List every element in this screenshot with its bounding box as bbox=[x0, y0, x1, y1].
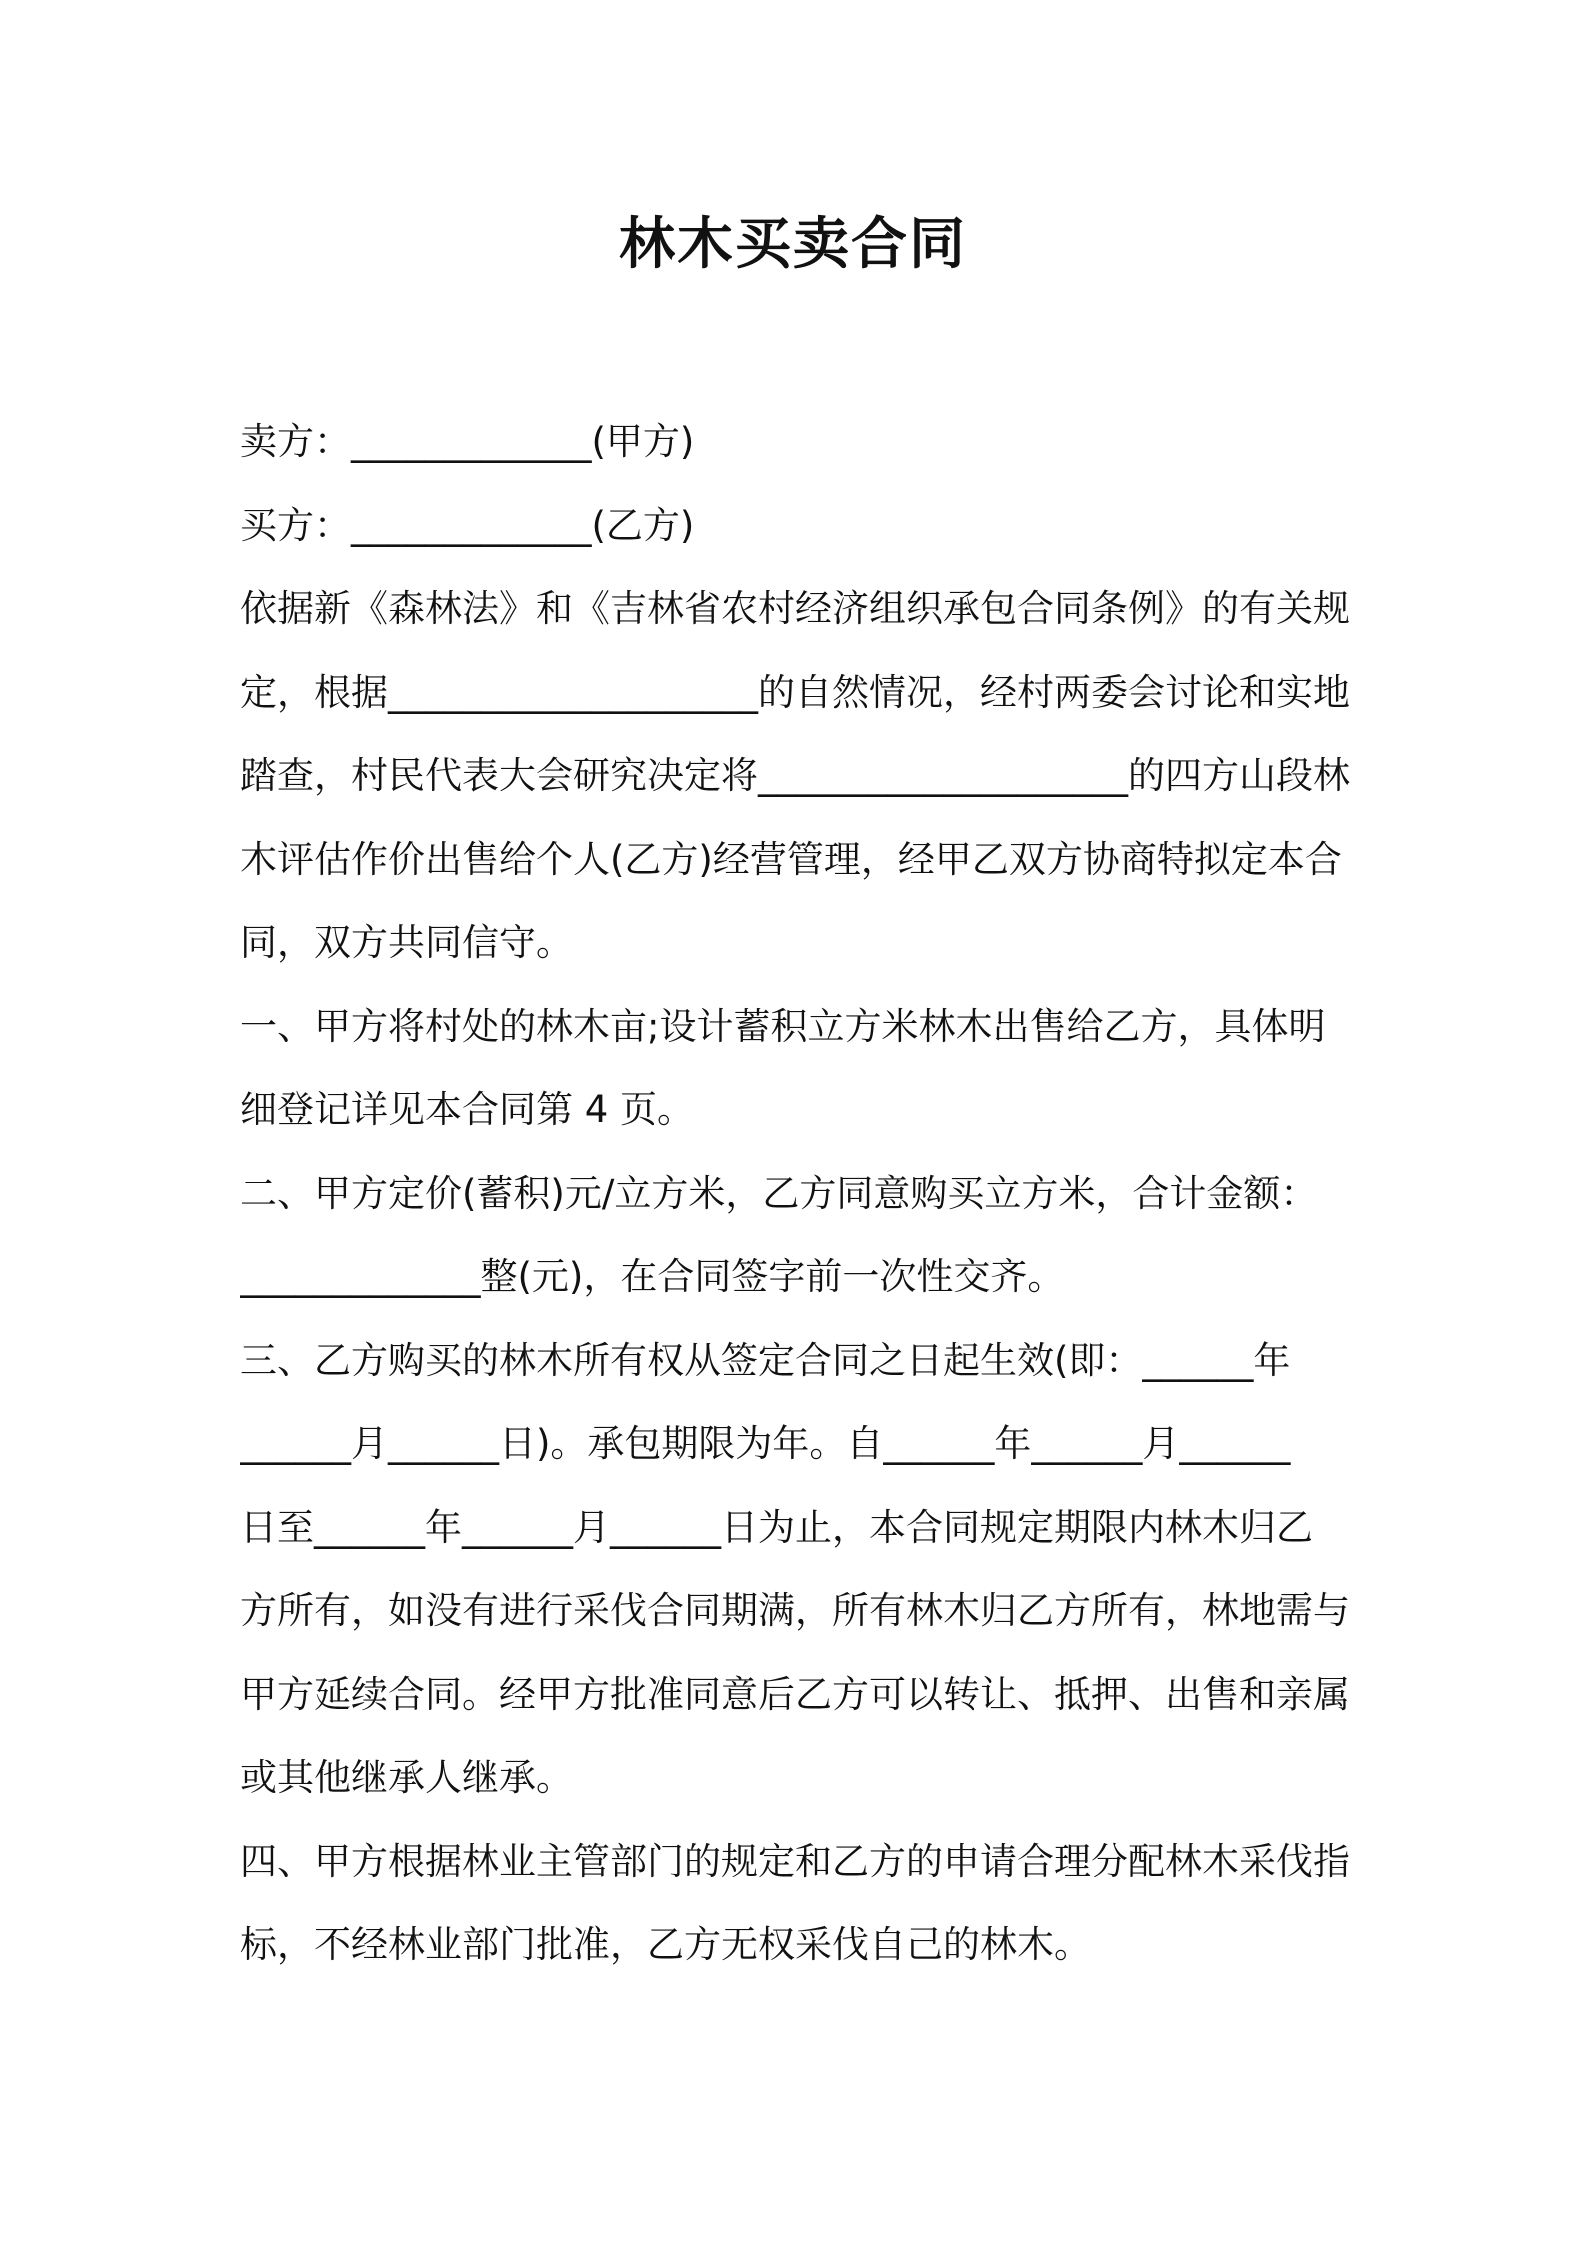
clause-3-line-3: 日至______年______月______日为止，本合同规定期限内林木归乙 bbox=[240, 1505, 1313, 1549]
document-title: 林木买卖合同 bbox=[619, 212, 967, 277]
contract-body bbox=[240, 400, 1360, 1987]
clause-4-line-1: 四、甲方根据林业主管部门的规定和乙方的申请合理分配林木采伐指 bbox=[240, 1839, 1350, 1883]
clause-3-line-6: 或其他继承人继承。 bbox=[240, 1756, 573, 1799]
clause-3-line-2: ______月______日)。承包期限为年。自______年______月______ bbox=[240, 1422, 1291, 1465]
clause-3-line-5: 甲方延续合同。经甲方批准同意后乙方可以转让、抵押、出售和亲属 bbox=[240, 1672, 1350, 1716]
preamble-line-5: 同，双方共同信守。 bbox=[240, 921, 573, 964]
clause-2-line-2: _____________整(元)，在合同签字前一次性交齐。 bbox=[240, 1255, 1065, 1298]
buyer-line: 买方：_____________(乙方) bbox=[240, 503, 695, 547]
preamble-line-4: 木评估作价出售给个人(乙方)经营管理，经甲乙双方协商特拟定本合 bbox=[240, 837, 1342, 881]
clause-1-line-1: 一、甲方将村处的林木亩;设计蓄积立方米林木出售给乙方，具体明 bbox=[240, 1004, 1326, 1048]
clause-3-line-4: 方所有，如没有进行采伐合同期满，所有林木归乙方所有，林地需与 bbox=[240, 1589, 1350, 1632]
clause-1-line-2: 细登记详见本合同第 4 页。 bbox=[240, 1088, 695, 1131]
clause-4-line-2: 标，不经林业部门批准，乙方无权采伐自己的林木。 bbox=[240, 1923, 1091, 1966]
preamble-line-1: 依据新《森林法》和《吉林省农村经济组织承包合同条例》的有关规 bbox=[240, 587, 1350, 630]
clause-2-line-1: 二、甲方定价(蓄积)元/立方米，乙方同意购买立方米，合计金额： bbox=[240, 1171, 1318, 1215]
clause-3-line-1: 三、乙方购买的林木所有权从签定合同之日起生效(即：______年 bbox=[240, 1338, 1291, 1382]
preamble-line-3: 踏查，村民代表大会研究决定将____________________的四方山段林 bbox=[240, 754, 1350, 797]
seller-line: 卖方：_____________(甲方) bbox=[240, 420, 695, 463]
preamble-line-2: 定，根据____________________的自然情况，经村两委会讨论和实地 bbox=[240, 670, 1350, 714]
